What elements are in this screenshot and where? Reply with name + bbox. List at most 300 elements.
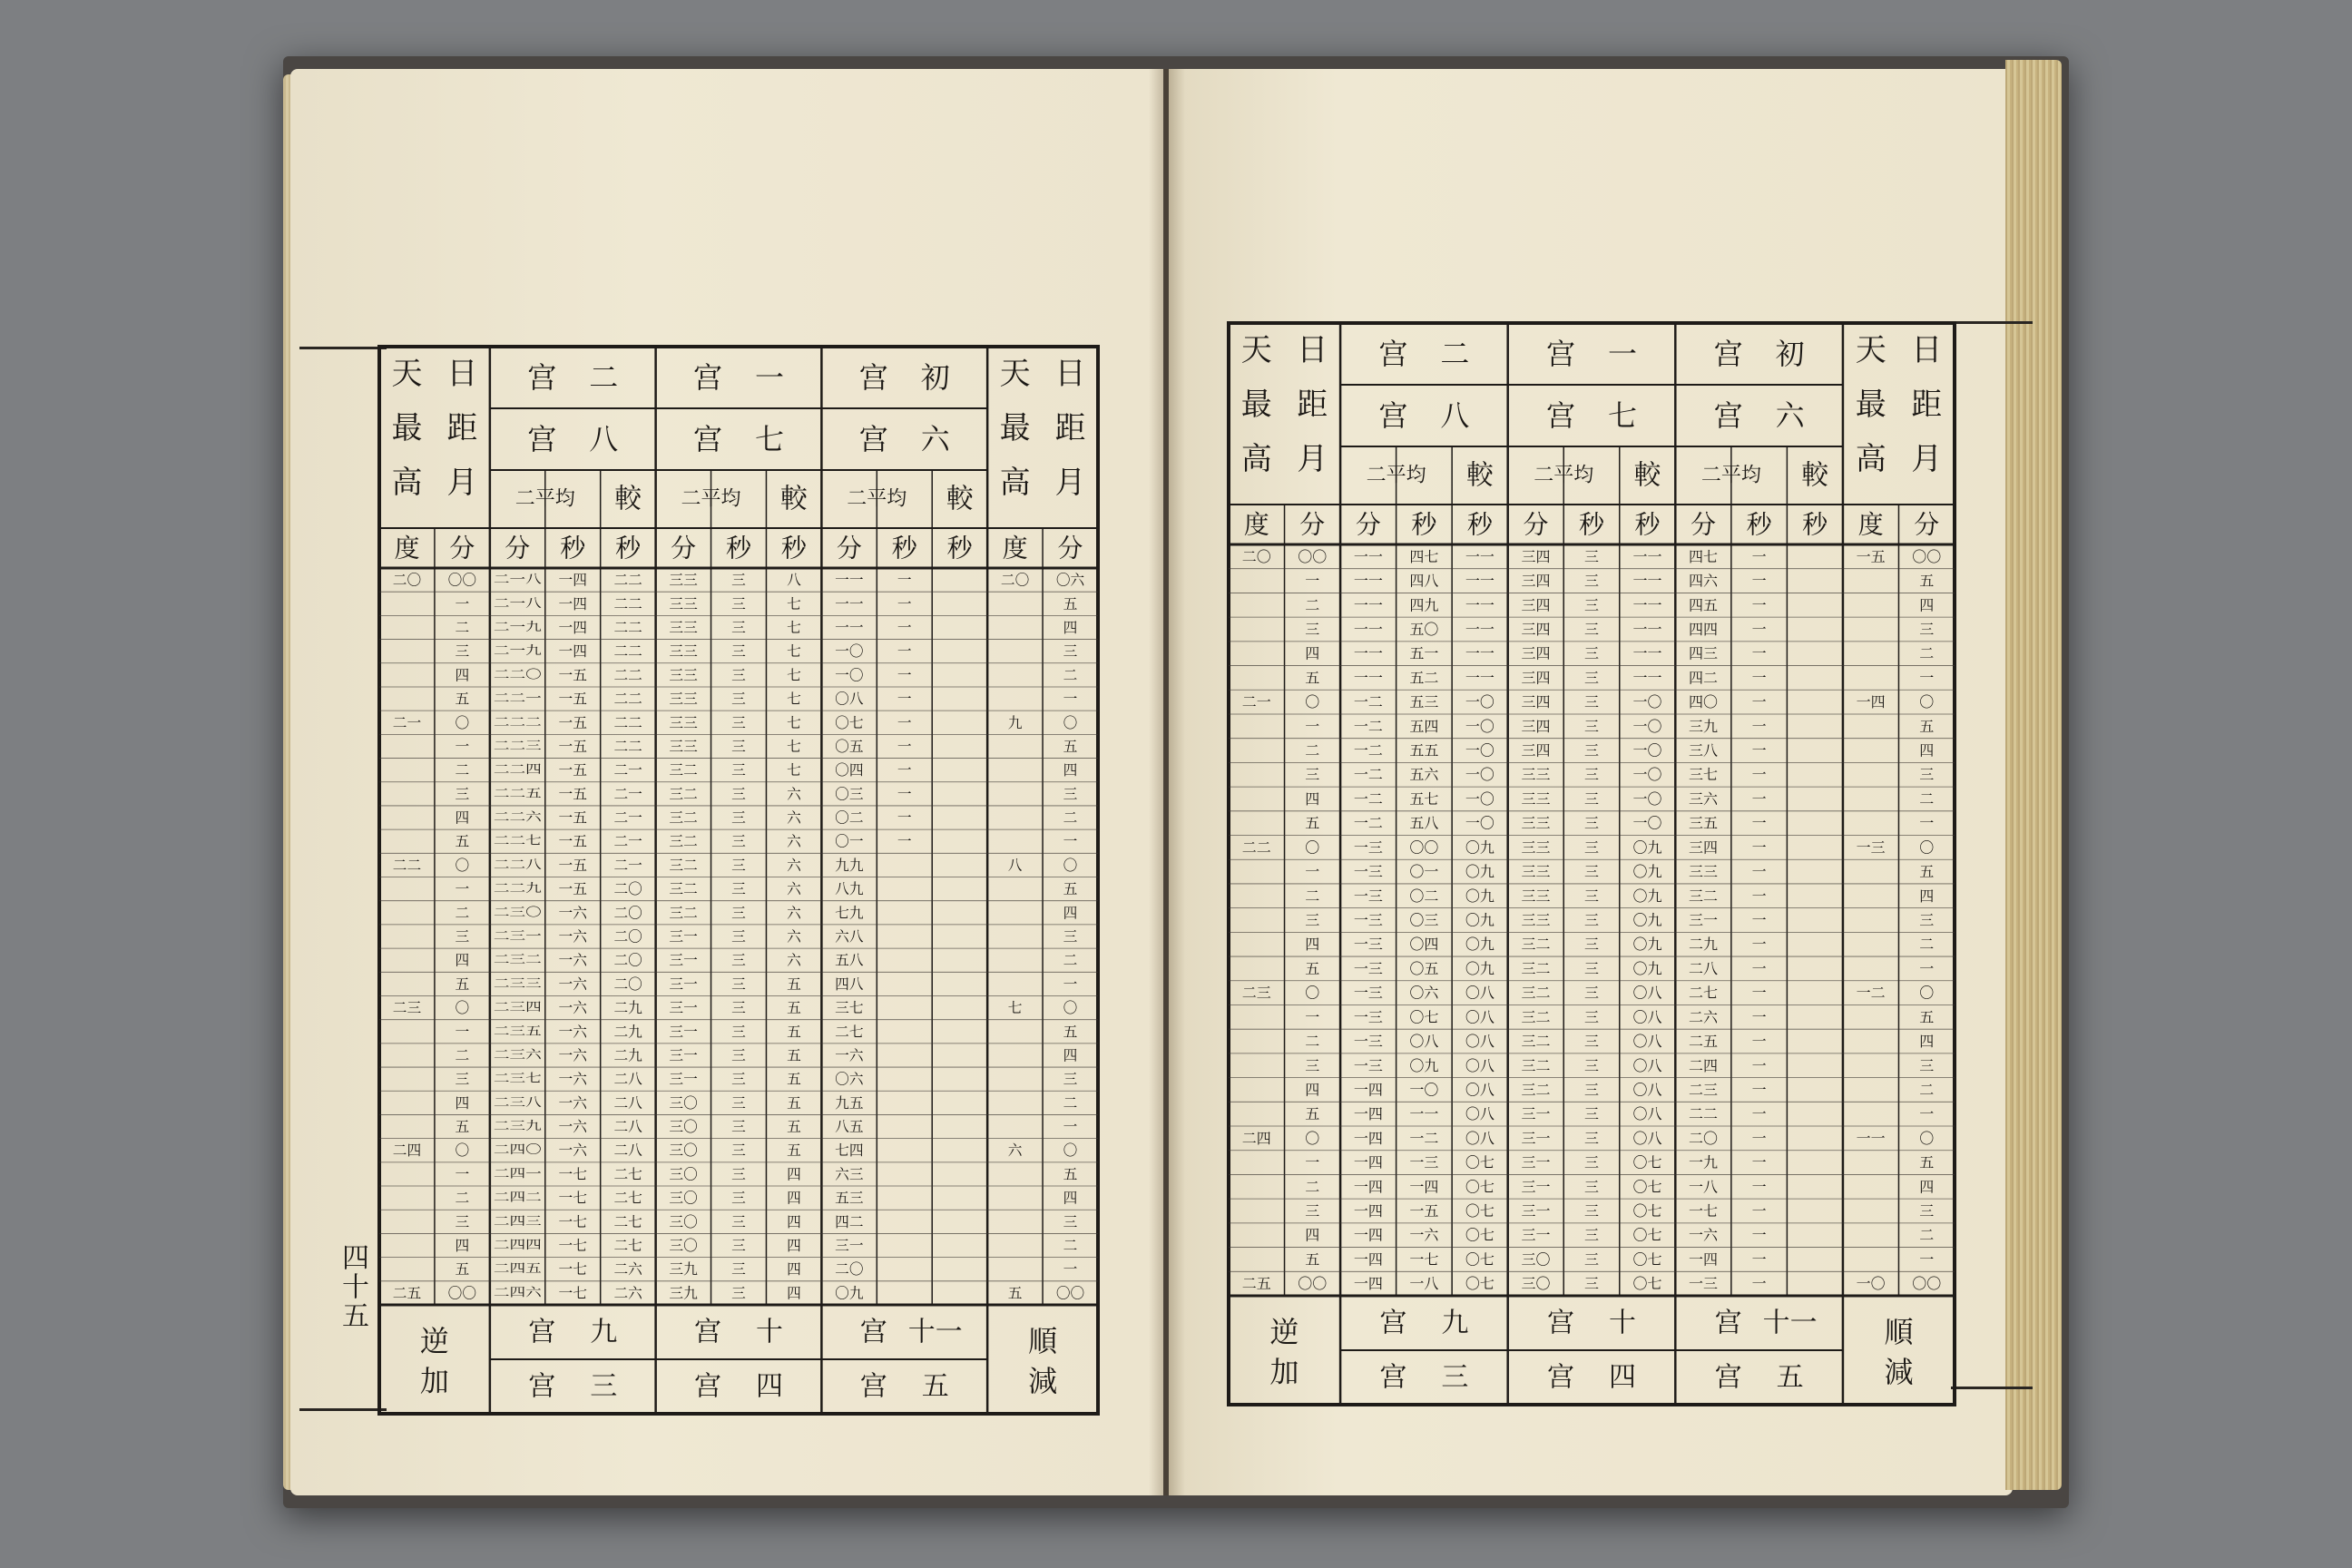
table-cell: 五	[1305, 959, 1320, 977]
palace-label: 宫	[858, 422, 888, 456]
table-cell: 二八	[613, 1142, 642, 1160]
table-cell: 八	[1007, 856, 1023, 874]
palace-label: 宫	[694, 1316, 721, 1348]
table-cell: 七	[787, 690, 801, 708]
difference-label: 較	[614, 483, 642, 515]
forward-label: 順	[1884, 1315, 1914, 1349]
table-cell: 三三	[669, 642, 698, 661]
table-cell: 二二	[1241, 838, 1271, 857]
table-cell: 三三	[1521, 838, 1551, 857]
unit-second: 秒	[780, 533, 807, 564]
table-cell: 一三	[1353, 936, 1383, 954]
header-sun: 日	[446, 356, 478, 392]
table-cell: 四八	[1409, 572, 1439, 590]
table-cell: 三	[731, 832, 746, 850]
table-cell: 二	[1063, 951, 1078, 969]
table-cell: 三	[1583, 936, 1600, 954]
table-cell: 四	[455, 1237, 470, 1255]
table-cell: 一	[897, 690, 912, 708]
table-cell: 一四	[1353, 1129, 1383, 1147]
table-cell: 三九	[669, 1260, 698, 1279]
table-cell: 三八	[1689, 741, 1719, 760]
table-cell: 二四〇	[493, 1143, 530, 1158]
table-cell: 〇五	[835, 737, 864, 755]
palace-label: 宫	[1545, 337, 1576, 371]
table-cell: 三	[1583, 717, 1600, 735]
table-cell: 三	[1305, 911, 1320, 929]
table-cell: 一	[1751, 1275, 1767, 1293]
table-cell: 三	[1583, 1202, 1600, 1220]
table-cell: 〇九	[1409, 1056, 1439, 1074]
table-cell: 〇七	[1409, 1008, 1439, 1026]
table-cell: 五	[1305, 1105, 1320, 1123]
table-cell: 一二	[1353, 766, 1383, 784]
table-cell: 四	[1305, 789, 1320, 808]
table-cell: 二五	[1241, 1275, 1271, 1293]
table-cell: 五	[1305, 1250, 1320, 1269]
table-cell: 二	[455, 904, 470, 922]
table-cell: 一〇	[1465, 717, 1494, 735]
header-sky: 天	[391, 356, 423, 392]
table-cell: 一四	[1353, 1178, 1383, 1196]
table-cell: 二	[1305, 1178, 1320, 1196]
table-cell: 四二	[835, 1212, 864, 1230]
table-cell: 四五	[1689, 596, 1719, 614]
unit-second: 秒	[1634, 509, 1661, 540]
table-cell: 〇	[455, 999, 470, 1017]
table-cell: 三	[731, 713, 746, 731]
table-cell: 一三	[1353, 911, 1383, 929]
difference-label: 較	[946, 483, 974, 515]
unit-second: 秒	[946, 533, 973, 564]
table-cell: 二二	[613, 690, 642, 708]
table-cell: 二二五	[493, 787, 530, 801]
table-cell: 一	[897, 571, 912, 589]
table-cell: 三三	[669, 713, 698, 731]
table-cell: 二三八	[493, 1095, 530, 1110]
table-cell: 〇七	[1632, 1275, 1662, 1293]
table-cell: 三四	[1521, 620, 1551, 638]
table-cell: 一六	[558, 999, 587, 1017]
table-cell: 二	[1063, 808, 1078, 827]
table-cell: 四	[1919, 741, 1935, 760]
table-cell: 四	[1305, 644, 1320, 662]
header-high: 高	[999, 465, 1031, 501]
unit-degree: 度	[1857, 509, 1884, 540]
table-cell: 三	[455, 1070, 470, 1088]
table-cell: 一	[1751, 669, 1767, 687]
table-cell: 一五	[558, 737, 587, 755]
table-cell: 二三	[1689, 1081, 1719, 1099]
table-cell: 四〇	[1689, 693, 1719, 711]
table-cell: 五	[1919, 863, 1935, 881]
table-cell: 〇	[1063, 1142, 1078, 1160]
table-cell: 五	[455, 1260, 470, 1279]
binding-thread-top-left	[299, 347, 387, 349]
table-cell: 三	[731, 808, 746, 827]
table-cell: 六	[787, 832, 801, 850]
table-cell: 二二二	[493, 715, 542, 730]
table-cell: 三	[1063, 1212, 1078, 1230]
table-cell: 三三	[1521, 789, 1551, 808]
table-cell: 一	[1751, 766, 1767, 784]
table-cell: 一〇	[1632, 717, 1662, 735]
table-cell: 一	[1751, 644, 1767, 662]
table-cell: 一〇	[1632, 814, 1662, 832]
table-cell: 二五	[392, 1284, 422, 1302]
table-cell: 一	[1751, 789, 1767, 808]
table-cell: 〇九	[1465, 936, 1494, 954]
table-cell: 〇八	[1632, 1105, 1662, 1123]
table-cell: 五	[1063, 737, 1078, 755]
reverse-label: 逆	[419, 1324, 449, 1358]
table-cell: 三	[1583, 887, 1600, 905]
table-cell: 一	[1751, 1129, 1767, 1147]
table-cell: 〇八	[1632, 1129, 1662, 1147]
table-cell: 三	[1583, 596, 1600, 614]
table-cell: 六	[787, 927, 801, 946]
table-cell: 一〇	[1632, 741, 1662, 760]
table-cell: 〇四	[835, 761, 864, 779]
table-cell: 一	[1063, 1260, 1078, 1279]
table-cell: 六八	[835, 927, 864, 946]
table-cell: 一	[897, 666, 912, 684]
table-cell: 一四	[1353, 1202, 1383, 1220]
table-cell: 一	[897, 642, 912, 661]
table-cell: 六	[787, 951, 801, 969]
table-cell: 一一	[1632, 572, 1662, 590]
header-distance: 距	[1297, 387, 1328, 423]
table-cell: 三	[1583, 741, 1600, 760]
table-cell: 三三	[1521, 814, 1551, 832]
table-cell: 一五	[558, 832, 587, 850]
table-cell: 一一	[1465, 669, 1494, 687]
table-cell: 三二	[1521, 936, 1551, 954]
binding-thread-bottom-right	[1951, 1387, 2033, 1389]
table-cell: 三四	[1521, 741, 1551, 760]
table-cell: 〇九	[1465, 863, 1494, 881]
table-cell: 五	[1919, 717, 1935, 735]
table-cell: 三三	[1521, 766, 1551, 784]
table-cell: 三	[731, 666, 746, 684]
table-cell: 二一	[1241, 693, 1271, 711]
unit-minute: 分	[505, 533, 531, 564]
bottom-lower-sign-label: 三	[1441, 1361, 1469, 1394]
binding-thread-top-right	[1951, 321, 2033, 324]
table-cell: 一一	[1409, 1105, 1439, 1123]
table-cell: 五三	[1409, 693, 1439, 711]
bottom-upper-sign-label: 十一	[907, 1316, 963, 1348]
table-cell: 一七	[558, 1237, 587, 1255]
bottom-upper-sign-label: 十	[756, 1316, 783, 1348]
table-cell: 一六	[558, 1142, 587, 1160]
table-cell: 一一	[1353, 547, 1383, 565]
palace-label: 宫	[1547, 1361, 1574, 1394]
table-cell: 二四三	[493, 1214, 530, 1229]
table-cell: 二	[455, 1046, 470, 1064]
two-mean-label: 二平均	[1534, 464, 1594, 487]
table-cell: 一五	[1856, 547, 1886, 565]
table-cell: 四	[455, 808, 470, 827]
table-cell: 〇	[1063, 713, 1078, 731]
palace-label: 宫	[1714, 1361, 1742, 1394]
table-cell: 三三	[1521, 863, 1551, 881]
header-distance: 距	[1054, 410, 1086, 446]
unit-second: 秒	[560, 533, 586, 564]
table-cell: 〇五	[1409, 959, 1439, 977]
table-cell: 三	[1063, 785, 1078, 803]
table-cell: 三三	[669, 618, 698, 636]
difference-label: 較	[1633, 459, 1661, 492]
table-cell: 三〇	[669, 1093, 698, 1112]
table-cell: 四	[455, 1093, 470, 1112]
table-cell: 七九	[835, 904, 864, 922]
table-cell: 一	[1751, 717, 1767, 735]
table-cell: 三二	[1521, 984, 1551, 1002]
lower-sign-label: 七	[1607, 398, 1638, 433]
table-cell: 一一	[835, 594, 864, 612]
table-cell: 五	[1305, 669, 1320, 687]
table-cell: 三二	[669, 856, 698, 874]
table-cell: 〇	[1919, 838, 1935, 857]
table-cell: 〇	[1063, 999, 1078, 1017]
table-cell: 一一	[1465, 572, 1494, 590]
table-cell: 三	[1919, 911, 1935, 929]
table-cell: 一五	[558, 761, 587, 779]
table-cell: 一一	[1465, 547, 1494, 565]
header-most: 最	[999, 410, 1031, 446]
table-cell: 〇一	[835, 832, 864, 850]
table-cell: 〇七	[1632, 1226, 1662, 1244]
table-cell: 三一	[669, 975, 698, 993]
table-cell: 一	[1751, 620, 1767, 638]
table-cell: 三〇	[669, 1118, 698, 1136]
table-cell: 二四六	[493, 1286, 530, 1300]
right-page-table	[1229, 323, 1955, 1405]
table-cell: 一四	[1409, 1178, 1439, 1196]
table-cell: 三四	[1689, 838, 1719, 857]
table-cell: 二一九	[493, 644, 530, 659]
table-cell: 三一	[1521, 1105, 1551, 1123]
table-cell: 四	[455, 666, 470, 684]
table-cell: 〇六	[1409, 984, 1439, 1002]
table-cell: 四	[1919, 1033, 1935, 1051]
table-cell: 二八	[1689, 959, 1719, 977]
table-cell: 五	[1063, 1023, 1078, 1041]
table-cell: 一五	[558, 713, 587, 731]
table-cell: 一〇	[1465, 741, 1494, 760]
table-cell: 三二	[1521, 959, 1551, 977]
table-cell: 一一	[835, 618, 864, 636]
table-cell: 〇	[455, 1142, 470, 1160]
difference-label: 較	[1801, 459, 1829, 492]
table-cell: 一六	[558, 927, 587, 946]
table-cell: 一七	[558, 1284, 587, 1302]
table-cell: 一三	[1353, 1033, 1383, 1051]
palace-label: 宫	[528, 1370, 556, 1403]
table-cell: 二九	[613, 1046, 642, 1064]
table-cell: 三	[1063, 927, 1078, 946]
table-cell: 〇八	[1409, 1033, 1439, 1051]
table-cell: 六	[787, 880, 801, 898]
palace-label: 宫	[1545, 398, 1576, 433]
table-cell: 二四四	[493, 1239, 530, 1253]
palace-label: 宫	[694, 1370, 721, 1403]
palace-label: 宫	[859, 1316, 887, 1348]
table-cell: 二一八	[493, 596, 542, 611]
table-cell: 二	[1063, 1093, 1078, 1112]
table-cell: 七	[787, 642, 801, 661]
table-cell: 二二四	[493, 763, 530, 778]
table-cell: 〇八	[1632, 984, 1662, 1002]
table-cell: 一三	[1353, 1056, 1383, 1074]
lower-sign-label: 八	[589, 422, 619, 456]
palace-label: 宫	[1547, 1307, 1574, 1339]
table-cell: 一五	[558, 880, 587, 898]
header-sun: 日	[1297, 332, 1328, 368]
table-cell: 三	[1583, 1056, 1600, 1074]
table-cell: 四	[1063, 1189, 1078, 1207]
table-cell: 一	[1751, 838, 1767, 857]
table-cell: 一	[897, 832, 912, 850]
table-cell: 一一	[835, 571, 864, 589]
unit-second: 秒	[1746, 509, 1772, 540]
table-cell: 〇	[1305, 984, 1320, 1002]
table-cell: 一六	[558, 1070, 587, 1088]
table-cell: 一	[1751, 547, 1767, 565]
table-cell: 三	[731, 904, 746, 922]
palace-label: 宫	[859, 1370, 887, 1403]
table-cell: 四	[787, 1284, 801, 1302]
table-cell: 三〇	[669, 1212, 698, 1230]
table-cell: 二三三	[493, 976, 530, 991]
table-cell: 四三	[1689, 644, 1719, 662]
table-cell: 二三五	[493, 1024, 530, 1039]
table-cell: 三一	[1521, 1226, 1551, 1244]
header-sun: 日	[1911, 332, 1943, 368]
table-cell: 一二	[1856, 984, 1886, 1002]
table-cell: 二三四	[493, 1001, 530, 1015]
table-cell: 〇〇	[447, 571, 477, 589]
table-cell: 〇九	[835, 1284, 864, 1302]
table-cell: 三	[731, 785, 746, 803]
table-cell: 一	[1305, 572, 1320, 590]
table-cell: 二	[1919, 789, 1935, 808]
table-cell: 二四五	[493, 1262, 530, 1277]
table-cell: 三	[1583, 1226, 1600, 1244]
table-cell: 一	[455, 594, 470, 612]
upper-sign-label: 二	[589, 360, 619, 395]
bottom-lower-sign-label: 五	[1776, 1361, 1804, 1394]
table-cell: 三一	[669, 1046, 698, 1064]
table-cell: 二三	[1241, 984, 1271, 1002]
table-cell: 一三	[1353, 887, 1383, 905]
upper-sign-label: 初	[920, 360, 950, 395]
table-cell: 〇一	[1409, 863, 1439, 881]
table-cell: 一六	[558, 1093, 587, 1112]
palace-label: 宫	[527, 360, 557, 395]
table-cell: 一五	[558, 785, 587, 803]
table-cell: 三三	[669, 737, 698, 755]
table-cell: 一四	[1353, 1275, 1383, 1293]
table-cell: 三	[1305, 1202, 1320, 1220]
table-cell: 〇八	[1632, 1081, 1662, 1099]
unit-second: 秒	[1466, 509, 1493, 540]
table-cell: 三	[731, 999, 746, 1017]
table-cell: 〇〇	[1298, 1275, 1328, 1293]
forward-label: 順	[1028, 1324, 1058, 1358]
table-cell: 一〇	[1632, 789, 1662, 808]
table-cell: 四六	[1689, 572, 1719, 590]
header-high: 高	[391, 465, 423, 501]
table-cell: 二〇	[613, 975, 642, 993]
table-cell: 一六	[558, 951, 587, 969]
unit-degree: 度	[394, 533, 420, 564]
table-cell: 一五	[558, 690, 587, 708]
table-cell: 〇	[455, 713, 470, 731]
unit-second: 秒	[1802, 509, 1828, 540]
header-most: 最	[1240, 387, 1272, 423]
table-cell: 一四	[558, 618, 587, 636]
table-cell: 二二	[613, 618, 642, 636]
table-cell: 〇八	[1632, 1033, 1662, 1051]
lower-sign-label: 八	[1440, 398, 1470, 433]
two-mean-label: 二平均	[681, 487, 741, 511]
table-cell: 四	[1063, 904, 1078, 922]
table-cell: 二〇	[613, 927, 642, 946]
table-cell: 二〇	[835, 1260, 864, 1279]
unit-minute: 分	[836, 533, 862, 564]
table-cell: 四	[1305, 1081, 1320, 1099]
table-cell: 三二	[1521, 1081, 1551, 1099]
table-cell: 一一	[1353, 572, 1383, 590]
table-cell: 一	[1751, 1250, 1767, 1269]
table-cell: 二二	[613, 642, 642, 661]
table-cell: 二七	[613, 1165, 642, 1183]
palace-label: 宫	[527, 422, 557, 456]
table-cell: 三四	[1521, 596, 1551, 614]
table-cell: 三	[731, 1118, 746, 1136]
table-cell: 一三	[1353, 838, 1383, 857]
header-moon: 月	[1911, 441, 1943, 477]
table-cell: 〇八	[1632, 1056, 1662, 1074]
table-cell: 一七	[1689, 1202, 1719, 1220]
table-cell: 三	[731, 1142, 746, 1160]
table-cell: 二三一	[493, 929, 530, 944]
table-cell: 三	[1305, 620, 1320, 638]
header-distance: 距	[1911, 387, 1943, 423]
table-cell: 二	[1305, 1033, 1320, 1051]
table-cell: 三	[1583, 959, 1600, 977]
table-cell: 二三六	[493, 1048, 530, 1063]
header-sun: 日	[1054, 356, 1086, 392]
table-cell: 五八	[835, 951, 864, 969]
table-cell: 二一	[613, 761, 642, 779]
table-cell: 三三	[669, 690, 698, 708]
table-cell: 一七	[558, 1189, 587, 1207]
table-cell: 一	[1751, 936, 1767, 954]
table-cell: 三四	[1521, 669, 1551, 687]
table-cell: 五三	[835, 1189, 864, 1207]
table-cell: 三	[455, 1212, 470, 1230]
table-cell: 二六	[613, 1284, 642, 1302]
table-cell: 五	[787, 975, 801, 993]
palace-label: 宫	[528, 1316, 556, 1348]
table-cell: 三〇	[669, 1189, 698, 1207]
table-cell: 一〇	[1632, 766, 1662, 784]
table-cell: 一四	[1353, 1153, 1383, 1171]
table-cell: 二二九	[493, 882, 530, 897]
